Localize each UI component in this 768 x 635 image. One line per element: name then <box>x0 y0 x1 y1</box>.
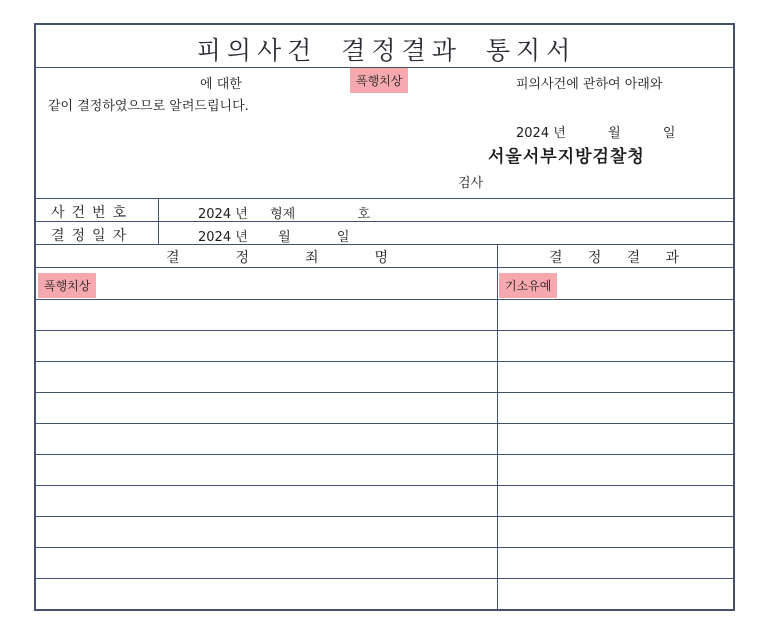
charge-header-char: 명 <box>374 250 388 266</box>
decision-date-month-unit: 월 <box>278 230 291 245</box>
table-row-line <box>36 485 733 486</box>
case-number-label: 사건번호 <box>51 205 134 221</box>
case-number-year: 2024 <box>198 207 232 222</box>
case-number-value <box>198 203 370 222</box>
result-header <box>549 247 679 267</box>
prosecutor-label: 검사 <box>458 176 484 191</box>
table-row-line <box>36 578 733 579</box>
table-row-line <box>36 516 733 517</box>
intro-line-2: 같이 결정하였으므로 알려드립니다. <box>48 99 249 114</box>
decision-date-year-unit: 년 <box>235 230 248 245</box>
notice-date <box>516 122 675 141</box>
charge-header <box>166 247 388 267</box>
agency-name: 서울서부지방검찰청 <box>488 147 645 167</box>
decision-date-year: 2024 <box>198 230 232 245</box>
result-header-char: 과 <box>665 250 679 266</box>
table-header-divider <box>36 267 733 268</box>
table-row-line <box>36 423 733 424</box>
case-number-type: 형제 <box>270 207 296 222</box>
result-cell: 기소유예 <box>499 273 557 298</box>
crime-name-highlight: 폭행치상 <box>350 68 408 93</box>
document-title: 피의사건 결정결과 통지서 <box>196 36 577 65</box>
decision-date-value <box>198 226 349 245</box>
result-header-char: 결 <box>626 250 641 266</box>
case-number-unit: 호 <box>357 207 371 222</box>
notice-date-year-unit: 년 <box>553 126 566 141</box>
notice-date-year: 2024 <box>516 126 550 141</box>
result-header-char: 결 <box>549 250 563 266</box>
charge-header-char: 정 <box>235 250 250 266</box>
charge-cell: 폭행치상 <box>38 273 96 298</box>
table-row-line <box>36 547 733 548</box>
row-divider <box>36 221 733 222</box>
intro-suffix: 피의사건에 관하여 아래와 <box>516 77 663 92</box>
result-header-char: 정 <box>587 250 602 266</box>
table-row-line <box>36 299 733 300</box>
table-row-line <box>36 330 733 331</box>
charge-header-char: 죄 <box>304 250 319 266</box>
case-number-year-unit: 년 <box>235 207 248 222</box>
row-divider <box>36 244 733 245</box>
notice-date-day-unit: 일 <box>662 126 676 141</box>
section-divider <box>36 198 733 199</box>
charge-header-char: 결 <box>166 250 180 266</box>
table-row-line <box>36 454 733 455</box>
notice-document <box>34 23 735 611</box>
notice-date-month-unit: 월 <box>608 126 621 141</box>
table-row-line <box>36 392 733 393</box>
label-column-divider <box>158 198 159 244</box>
decision-date-label: 결정일자 <box>51 228 134 244</box>
table-row-line <box>36 361 733 362</box>
intro-prefix: 에 대한 <box>200 77 242 92</box>
decision-date-day-unit: 일 <box>336 230 350 245</box>
